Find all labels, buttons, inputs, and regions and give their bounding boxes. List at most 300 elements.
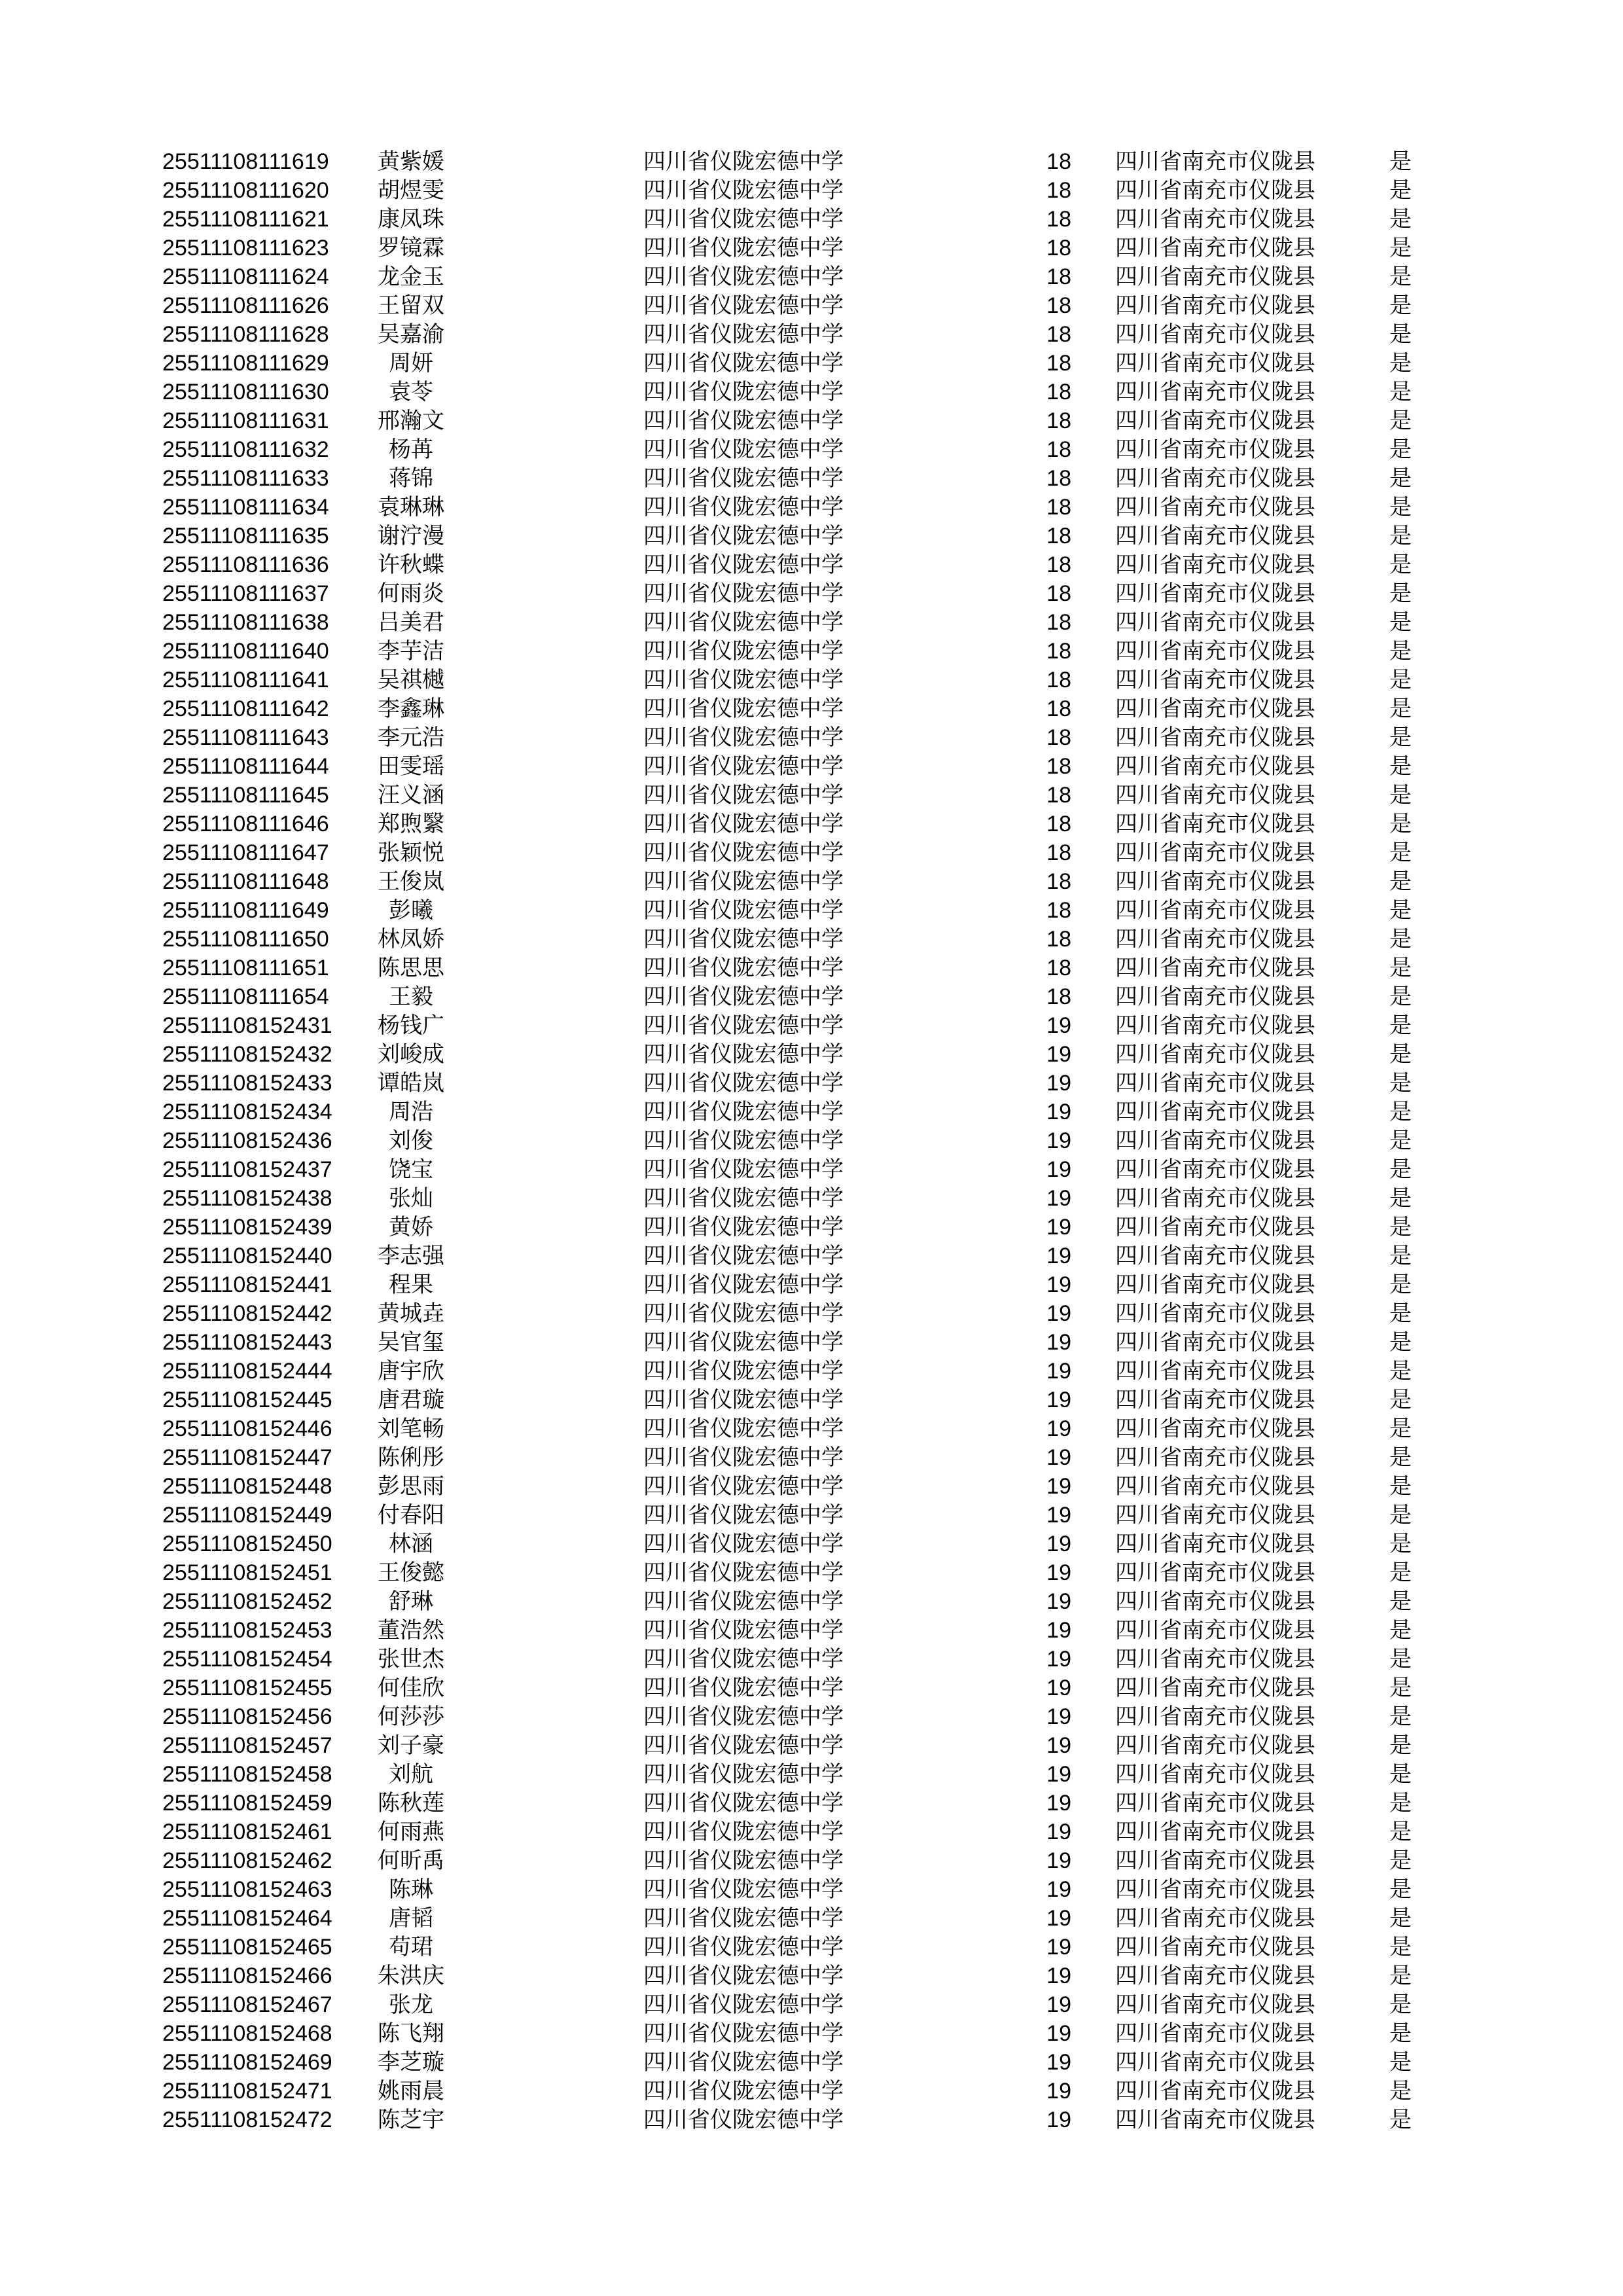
cell-exam-id: 25511108111636	[162, 552, 329, 577]
table-row	[0, 1155, 1623, 1184]
cell-exam-id: 25511108152456	[162, 1704, 332, 1729]
cell-student-name: 程果	[389, 1272, 433, 1297]
cell-confirm: 是	[1389, 1820, 1412, 1844]
cell-region: 四川省南充市仪陇县	[1115, 1676, 1315, 1700]
cell-student-name: 许秋蝶	[378, 552, 444, 577]
cell-region: 四川省南充市仪陇县	[1115, 1071, 1315, 1096]
cell-age: 18	[1046, 524, 1071, 548]
cell-exam-id: 25511108152452	[162, 1589, 332, 1614]
cell-region: 四川省南充市仪陇县	[1115, 1301, 1315, 1326]
cell-region: 四川省南充市仪陇县	[1115, 1359, 1315, 1384]
cell-confirm: 是	[1389, 322, 1412, 347]
cell-exam-id: 25511108111644	[162, 754, 329, 779]
table-row	[0, 954, 1623, 982]
cell-student-name: 饶宝	[389, 1157, 433, 1182]
cell-school: 四川省仪陇宏德中学	[643, 1100, 844, 1124]
cell-student-name: 何昕禹	[378, 1848, 444, 1873]
cell-age: 19	[1046, 1215, 1071, 1240]
cell-age: 18	[1046, 639, 1071, 664]
cell-exam-id: 25511108152453	[162, 1618, 332, 1643]
cell-student-name: 杨钱广	[378, 1013, 444, 1038]
cell-region: 四川省南充市仪陇县	[1115, 236, 1315, 260]
table-row	[0, 2077, 1623, 2106]
cell-school: 四川省仪陇宏德中学	[643, 1820, 844, 1844]
cell-age: 19	[1046, 1416, 1071, 1441]
cell-confirm: 是	[1389, 725, 1412, 750]
cell-region: 四川省南充市仪陇县	[1115, 437, 1315, 462]
cell-confirm: 是	[1389, 927, 1412, 952]
cell-student-name: 吴嘉渝	[378, 322, 444, 347]
cell-exam-id: 25511108152465	[162, 1935, 332, 1960]
cell-age: 18	[1046, 812, 1071, 836]
cell-age: 18	[1046, 725, 1071, 750]
cell-exam-id: 25511108111619	[162, 149, 329, 174]
table-row	[0, 1443, 1623, 1472]
cell-exam-id: 25511108152444	[162, 1359, 332, 1384]
cell-region: 四川省南充市仪陇县	[1115, 552, 1315, 577]
cell-student-name: 张颖悦	[378, 840, 444, 865]
cell-school: 四川省仪陇宏德中学	[643, 1560, 844, 1585]
cell-student-name: 王毅	[389, 984, 433, 1009]
cell-student-name: 唐宇欣	[378, 1359, 444, 1384]
cell-school: 四川省仪陇宏德中学	[643, 610, 844, 635]
cell-region: 四川省南充市仪陇县	[1115, 322, 1315, 347]
cell-student-name: 张世杰	[378, 1647, 444, 1672]
cell-exam-id: 25511108111631	[162, 408, 329, 433]
table-row	[0, 838, 1623, 867]
table-row	[0, 1702, 1623, 1731]
table-row	[0, 2106, 1623, 2134]
cell-age: 19	[1046, 1820, 1071, 1844]
cell-age: 19	[1046, 2079, 1071, 2104]
cell-student-name: 袁琳琳	[378, 495, 444, 520]
cell-school: 四川省仪陇宏德中学	[643, 984, 844, 1009]
table-row	[0, 1846, 1623, 1875]
cell-school: 四川省仪陇宏德中学	[643, 236, 844, 260]
cell-confirm: 是	[1389, 1704, 1412, 1729]
cell-confirm: 是	[1389, 1733, 1412, 1758]
cell-age: 19	[1046, 1359, 1071, 1384]
cell-confirm: 是	[1389, 2079, 1412, 2104]
table-row	[0, 1645, 1623, 1674]
cell-confirm: 是	[1389, 1992, 1412, 2017]
cell-exam-id: 25511108152447	[162, 1445, 332, 1470]
cell-school: 四川省仪陇宏德中学	[643, 1762, 844, 1787]
cell-age: 19	[1046, 1791, 1071, 1816]
cell-region: 四川省南充市仪陇县	[1115, 956, 1315, 980]
cell-region: 四川省南充市仪陇县	[1115, 1733, 1315, 1758]
table-row	[0, 1818, 1623, 1846]
cell-student-name: 董浩然	[378, 1618, 444, 1643]
cell-region: 四川省南充市仪陇县	[1115, 754, 1315, 779]
table-row	[0, 1414, 1623, 1443]
cell-age: 18	[1046, 581, 1071, 606]
cell-region: 四川省南充市仪陇县	[1115, 1762, 1315, 1787]
cell-region: 四川省南充市仪陇县	[1115, 1215, 1315, 1240]
cell-school: 四川省仪陇宏德中学	[643, 2108, 844, 2132]
cell-school: 四川省仪陇宏德中学	[643, 1071, 844, 1096]
table-row	[0, 464, 1623, 493]
cell-age: 18	[1046, 927, 1071, 952]
cell-school: 四川省仪陇宏德中学	[643, 581, 844, 606]
cell-student-name: 刘笔畅	[378, 1416, 444, 1441]
cell-confirm: 是	[1389, 1071, 1412, 1096]
table-row	[0, 1558, 1623, 1587]
cell-age: 18	[1046, 840, 1071, 865]
cell-confirm: 是	[1389, 639, 1412, 664]
cell-exam-id: 25511108111651	[162, 956, 329, 980]
cell-school: 四川省仪陇宏德中学	[643, 495, 844, 520]
cell-age: 18	[1046, 495, 1071, 520]
cell-region: 四川省南充市仪陇县	[1115, 408, 1315, 433]
cell-student-name: 吴官玺	[378, 1330, 444, 1355]
cell-exam-id: 25511108152445	[162, 1388, 332, 1412]
cell-exam-id: 25511108111642	[162, 696, 329, 721]
table-row	[0, 1501, 1623, 1530]
cell-age: 18	[1046, 754, 1071, 779]
cell-confirm: 是	[1389, 1128, 1412, 1153]
cell-confirm: 是	[1389, 754, 1412, 779]
table-row	[0, 1587, 1623, 1616]
table-row	[0, 1962, 1623, 1990]
cell-school: 四川省仪陇宏德中学	[643, 1474, 844, 1499]
cell-student-name: 刘航	[389, 1762, 433, 1787]
cell-confirm: 是	[1389, 1474, 1412, 1499]
table-row	[0, 1069, 1623, 1098]
table-row	[0, 435, 1623, 464]
cell-school: 四川省仪陇宏德中学	[643, 351, 844, 376]
cell-student-name: 谢泞漫	[378, 524, 444, 548]
cell-school: 四川省仪陇宏德中学	[643, 639, 844, 664]
cell-region: 四川省南充市仪陇县	[1115, 1877, 1315, 1902]
cell-age: 19	[1046, 1272, 1071, 1297]
cell-age: 18	[1046, 293, 1071, 318]
cell-age: 18	[1046, 898, 1071, 923]
cell-exam-id: 25511108152440	[162, 1244, 332, 1268]
cell-student-name: 谭皓岚	[378, 1071, 444, 1096]
cell-confirm: 是	[1389, 1042, 1412, 1067]
cell-region: 四川省南充市仪陇县	[1115, 812, 1315, 836]
cell-exam-id: 25511108111630	[162, 380, 329, 404]
table-row	[0, 2019, 1623, 2048]
cell-student-name: 李元浩	[378, 725, 444, 750]
cell-exam-id: 25511108111626	[162, 293, 329, 318]
cell-school: 四川省仪陇宏德中学	[643, 552, 844, 577]
cell-age: 18	[1046, 149, 1071, 174]
cell-school: 四川省仪陇宏德中学	[643, 898, 844, 923]
cell-region: 四川省南充市仪陇县	[1115, 1042, 1315, 1067]
cell-student-name: 田雯瑶	[378, 754, 444, 779]
cell-age: 19	[1046, 1704, 1071, 1729]
cell-exam-id: 25511108152462	[162, 1848, 332, 1873]
cell-age: 19	[1046, 2050, 1071, 2075]
cell-school: 四川省仪陇宏德中学	[643, 1532, 844, 1556]
cell-exam-id: 25511108152448	[162, 1474, 332, 1499]
cell-exam-id: 25511108111641	[162, 668, 329, 692]
cell-age: 18	[1046, 408, 1071, 433]
table-row	[0, 1357, 1623, 1386]
table-row	[0, 810, 1623, 838]
cell-confirm: 是	[1389, 1762, 1412, 1787]
cell-confirm: 是	[1389, 524, 1412, 548]
cell-exam-id: 25511108152450	[162, 1532, 332, 1556]
cell-confirm: 是	[1389, 1186, 1412, 1211]
table-row	[0, 1472, 1623, 1501]
cell-student-name: 刘峻成	[378, 1042, 444, 1067]
cell-student-name: 陈飞翔	[378, 2021, 444, 2046]
cell-age: 18	[1046, 437, 1071, 462]
cell-region: 四川省南充市仪陇县	[1115, 696, 1315, 721]
cell-region: 四川省南充市仪陇县	[1115, 293, 1315, 318]
table-row	[0, 262, 1623, 291]
cell-exam-id: 25511108152467	[162, 1992, 332, 2017]
cell-age: 18	[1046, 783, 1071, 808]
cell-confirm: 是	[1389, 956, 1412, 980]
cell-exam-id: 25511108111632	[162, 437, 329, 462]
table-row	[0, 1530, 1623, 1558]
cell-region: 四川省南充市仪陇县	[1115, 898, 1315, 923]
table-row	[0, 1098, 1623, 1126]
cell-school: 四川省仪陇宏德中学	[643, 1013, 844, 1038]
cell-school: 四川省仪陇宏德中学	[643, 1416, 844, 1441]
cell-confirm: 是	[1389, 1935, 1412, 1960]
cell-region: 四川省南充市仪陇县	[1115, 2021, 1315, 2046]
cell-school: 四川省仪陇宏德中学	[643, 1330, 844, 1355]
cell-student-name: 郑煦繄	[378, 812, 444, 836]
cell-age: 18	[1046, 236, 1071, 260]
cell-region: 四川省南充市仪陇县	[1115, 840, 1315, 865]
cell-confirm: 是	[1389, 264, 1412, 289]
cell-age: 19	[1046, 1301, 1071, 1326]
cell-exam-id: 25511108152441	[162, 1272, 332, 1297]
cell-region: 四川省南充市仪陇县	[1115, 380, 1315, 404]
cell-confirm: 是	[1389, 2050, 1412, 2075]
cell-confirm: 是	[1389, 2108, 1412, 2132]
table-row	[0, 550, 1623, 579]
cell-confirm: 是	[1389, 898, 1412, 923]
table-row	[0, 1126, 1623, 1155]
cell-school: 四川省仪陇宏德中学	[643, 869, 844, 894]
cell-exam-id: 25511108152457	[162, 1733, 332, 1758]
cell-exam-id: 25511108111643	[162, 725, 329, 750]
cell-age: 19	[1046, 1388, 1071, 1412]
cell-school: 四川省仪陇宏德中学	[643, 1215, 844, 1240]
cell-exam-id: 25511108152437	[162, 1157, 332, 1182]
cell-exam-id: 25511108111654	[162, 984, 329, 1009]
cell-region: 四川省南充市仪陇县	[1115, 610, 1315, 635]
cell-student-name: 张灿	[389, 1186, 433, 1211]
table-row	[0, 694, 1623, 723]
table-row	[0, 1328, 1623, 1357]
cell-confirm: 是	[1389, 408, 1412, 433]
cell-confirm: 是	[1389, 696, 1412, 721]
cell-student-name: 彭曦	[389, 898, 433, 923]
cell-school: 四川省仪陇宏德中学	[643, 293, 844, 318]
cell-age: 18	[1046, 696, 1071, 721]
table-row	[0, 925, 1623, 954]
table-row	[0, 349, 1623, 378]
cell-age: 19	[1046, 1848, 1071, 1873]
cell-region: 四川省南充市仪陇县	[1115, 725, 1315, 750]
cell-exam-id: 25511108152436	[162, 1128, 332, 1153]
cell-confirm: 是	[1389, 610, 1412, 635]
cell-school: 四川省仪陇宏德中学	[643, 1618, 844, 1643]
cell-age: 18	[1046, 322, 1071, 347]
cell-region: 四川省南充市仪陇县	[1115, 466, 1315, 491]
cell-exam-id: 25511108152461	[162, 1820, 332, 1844]
cell-confirm: 是	[1389, 1445, 1412, 1470]
cell-region: 四川省南充市仪陇县	[1115, 1704, 1315, 1729]
cell-student-name: 蒋锦	[389, 466, 433, 491]
cell-age: 18	[1046, 869, 1071, 894]
cell-exam-id: 25511108152466	[162, 1964, 332, 1988]
cell-student-name: 李志强	[378, 1244, 444, 1268]
cell-confirm: 是	[1389, 1906, 1412, 1931]
cell-school: 四川省仪陇宏德中学	[643, 149, 844, 174]
cell-school: 四川省仪陇宏德中学	[643, 178, 844, 203]
cell-age: 19	[1046, 1503, 1071, 1528]
cell-student-name: 周妍	[389, 351, 433, 376]
cell-age: 19	[1046, 1186, 1071, 1211]
cell-student-name: 罗镜霖	[378, 236, 444, 260]
cell-student-name: 何佳欣	[378, 1676, 444, 1700]
cell-confirm: 是	[1389, 1100, 1412, 1124]
cell-school: 四川省仪陇宏德中学	[643, 783, 844, 808]
cell-region: 四川省南充市仪陇县	[1115, 1445, 1315, 1470]
cell-confirm: 是	[1389, 437, 1412, 462]
table-row	[0, 1242, 1623, 1270]
cell-school: 四川省仪陇宏德中学	[643, 725, 844, 750]
table-row	[0, 752, 1623, 781]
cell-confirm: 是	[1389, 178, 1412, 203]
table-row	[0, 493, 1623, 522]
cell-student-name: 胡煜雯	[378, 178, 444, 203]
cell-confirm: 是	[1389, 812, 1412, 836]
cell-confirm: 是	[1389, 1560, 1412, 1585]
table-row	[0, 1213, 1623, 1242]
cell-exam-id: 25511108111646	[162, 812, 329, 836]
cell-school: 四川省仪陇宏德中学	[643, 1186, 844, 1211]
cell-exam-id: 25511108111640	[162, 639, 329, 664]
cell-student-name: 康凤珠	[378, 207, 444, 232]
cell-confirm: 是	[1389, 1301, 1412, 1326]
cell-school: 四川省仪陇宏德中学	[643, 1359, 844, 1384]
cell-student-name: 周浩	[389, 1100, 433, 1124]
cell-region: 四川省南充市仪陇县	[1115, 1589, 1315, 1614]
cell-exam-id: 25511108152433	[162, 1071, 332, 1096]
cell-student-name: 陈芝宇	[378, 2108, 444, 2132]
cell-age: 18	[1046, 668, 1071, 692]
cell-age: 19	[1046, 1100, 1071, 1124]
cell-school: 四川省仪陇宏德中学	[643, 322, 844, 347]
table-row	[0, 1789, 1623, 1818]
cell-region: 四川省南充市仪陇县	[1115, 1560, 1315, 1585]
cell-exam-id: 25511108152451	[162, 1560, 332, 1585]
cell-school: 四川省仪陇宏德中学	[643, 1042, 844, 1067]
cell-school: 四川省仪陇宏德中学	[643, 1906, 844, 1931]
cell-age: 19	[1046, 1157, 1071, 1182]
table-row	[0, 406, 1623, 435]
cell-confirm: 是	[1389, 149, 1412, 174]
cell-school: 四川省仪陇宏德中学	[643, 2021, 844, 2046]
cell-age: 19	[1046, 1445, 1071, 1470]
cell-student-name: 刘俊	[389, 1128, 433, 1153]
cell-confirm: 是	[1389, 1964, 1412, 1988]
cell-region: 四川省南充市仪陇县	[1115, 2079, 1315, 2104]
cell-age: 19	[1046, 2021, 1071, 2046]
cell-age: 18	[1046, 178, 1071, 203]
table-row	[0, 378, 1623, 406]
cell-confirm: 是	[1389, 840, 1412, 865]
cell-school: 四川省仪陇宏德中学	[643, 408, 844, 433]
table-row	[0, 637, 1623, 666]
table-row	[0, 1674, 1623, 1702]
cell-exam-id: 25511108152459	[162, 1791, 332, 1816]
cell-region: 四川省南充市仪陇县	[1115, 1848, 1315, 1873]
cell-confirm: 是	[1389, 581, 1412, 606]
cell-confirm: 是	[1389, 1791, 1412, 1816]
table-row	[0, 896, 1623, 925]
cell-student-name: 姚雨晨	[378, 2079, 444, 2104]
table-row	[0, 579, 1623, 608]
cell-student-name: 陈俐彤	[378, 1445, 444, 1470]
cell-region: 四川省南充市仪陇县	[1115, 495, 1315, 520]
cell-confirm: 是	[1389, 1416, 1412, 1441]
cell-exam-id: 25511108111623	[162, 236, 329, 260]
cell-exam-id: 25511108111633	[162, 466, 329, 491]
cell-student-name: 李鑫琳	[378, 696, 444, 721]
table-row	[0, 1933, 1623, 1962]
cell-confirm: 是	[1389, 1388, 1412, 1412]
cell-school: 四川省仪陇宏德中学	[643, 1733, 844, 1758]
cell-region: 四川省南充市仪陇县	[1115, 1791, 1315, 1816]
cell-region: 四川省南充市仪陇县	[1115, 1128, 1315, 1153]
cell-school: 四川省仪陇宏德中学	[643, 2050, 844, 2075]
cell-exam-id: 25511108152471	[162, 2079, 332, 2104]
cell-exam-id: 25511108152464	[162, 1906, 332, 1931]
cell-confirm: 是	[1389, 1877, 1412, 1902]
cell-student-name: 付春阳	[378, 1503, 444, 1528]
cell-exam-id: 25511108111620	[162, 178, 329, 203]
cell-exam-id: 25511108152449	[162, 1503, 332, 1528]
cell-student-name: 汪义涵	[378, 783, 444, 808]
cell-student-name: 陈秋莲	[378, 1791, 444, 1816]
cell-age: 18	[1046, 207, 1071, 232]
cell-school: 四川省仪陇宏德中学	[643, 1445, 844, 1470]
cell-school: 四川省仪陇宏德中学	[643, 437, 844, 462]
cell-student-name: 何雨炎	[378, 581, 444, 606]
cell-region: 四川省南充市仪陇县	[1115, 1388, 1315, 1412]
cell-school: 四川省仪陇宏德中学	[643, 380, 844, 404]
cell-confirm: 是	[1389, 1215, 1412, 1240]
cell-exam-id: 25511108111629	[162, 351, 329, 376]
cell-school: 四川省仪陇宏德中学	[643, 466, 844, 491]
table-row	[0, 176, 1623, 205]
cell-region: 四川省南充市仪陇县	[1115, 2108, 1315, 2132]
cell-exam-id: 25511108152468	[162, 2021, 332, 2046]
cell-school: 四川省仪陇宏德中学	[643, 524, 844, 548]
cell-age: 19	[1046, 1330, 1071, 1355]
table-row	[0, 867, 1623, 896]
cell-exam-id: 25511108152472	[162, 2108, 332, 2132]
cell-exam-id: 25511108152455	[162, 1676, 332, 1700]
cell-exam-id: 25511108152442	[162, 1301, 332, 1326]
cell-age: 19	[1046, 1128, 1071, 1153]
cell-region: 四川省南充市仪陇县	[1115, 1992, 1315, 2017]
table-row	[0, 1904, 1623, 1933]
cell-confirm: 是	[1389, 293, 1412, 318]
cell-region: 四川省南充市仪陇县	[1115, 207, 1315, 232]
